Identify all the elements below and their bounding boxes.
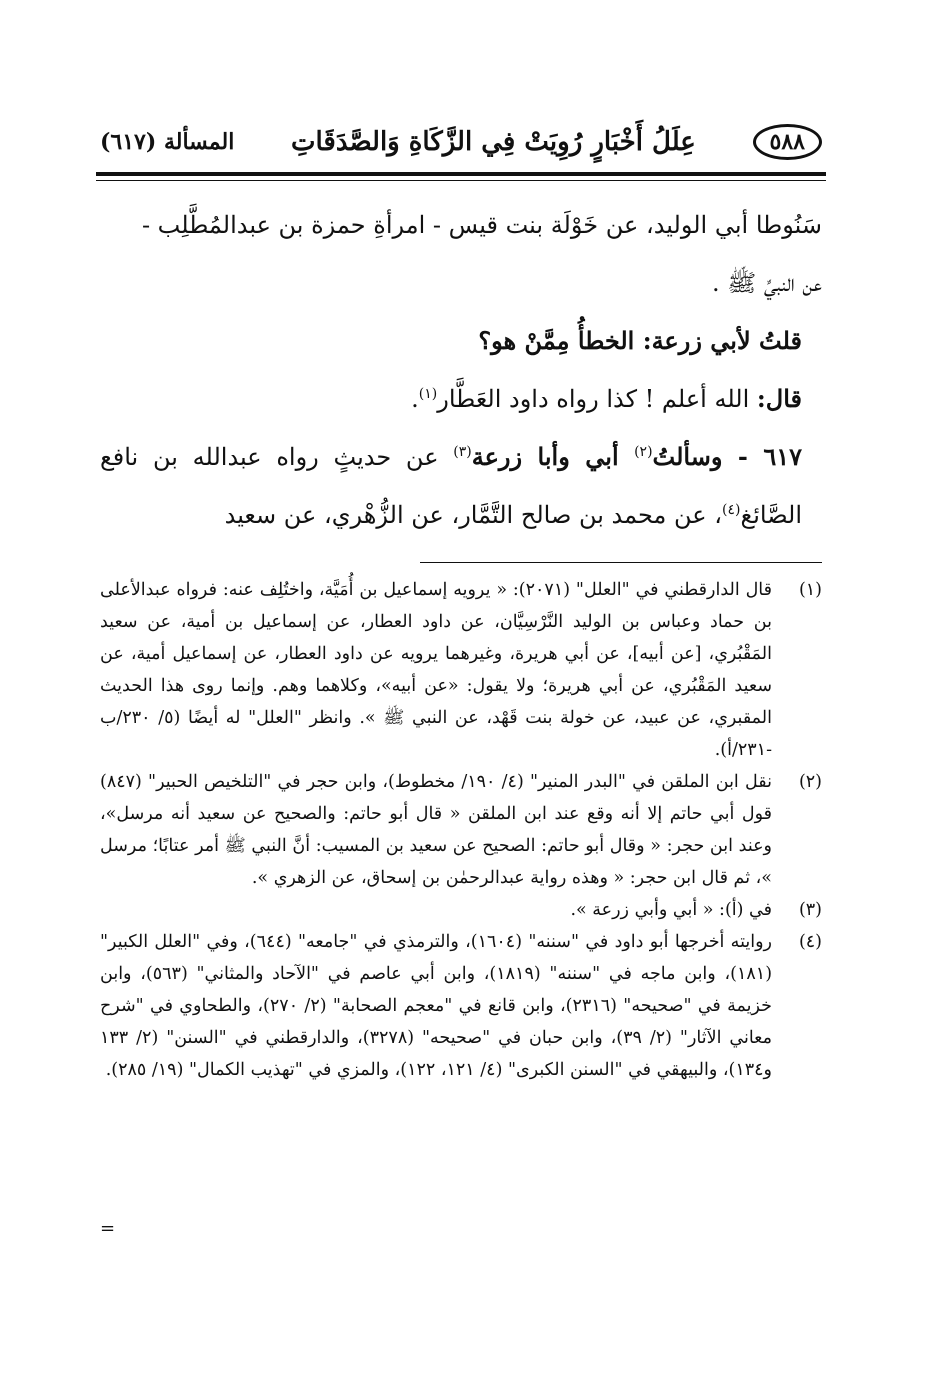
main-text: [100, 196, 822, 544]
footnote-ref: (١): [418, 386, 438, 402]
running-header: [100, 112, 822, 172]
footnote: [100, 894, 822, 926]
footnote-number: (٤): [798, 932, 822, 952]
footnote-ref: (٢): [634, 444, 653, 460]
issue-heading-names: أبي وأبا زرعة: [471, 442, 635, 471]
issue-text: عن حديثٍ رواه عبدالله بن نافع الصَّائغ: [100, 443, 802, 529]
footnote-text: في (أ): « أبي وأبي زرعة ».: [570, 900, 772, 920]
issue-paragraph: [100, 428, 822, 544]
answer-line: [100, 370, 822, 428]
footnote-number: (١): [798, 580, 822, 600]
footnote-text: روايته أخرجها أبو داود في "سننه" (١٦٠٤)، والترمذي في "جامعه" (٦٤٤)، وفي "العلل الكبير" (١٨١)، وابن ماجه في "سننه" (١٨١٩)، وابن أبي عاصم في "الآحاد والمثاني" (٥٦٣)، وابن خزيمة في "صحيحه" (٢٣١٦)، وابن قانع في "معجم الصحابة" (٢/ ٢٧٠)، والطحاوي في "شرح معاني الآثار" (٢/ ٣٩)، وابن حبان في "صحيحه" (٣٢٧٨)، والدارقطني في "السنن" (٢/ ١٣٣ و١٣٤)، والبيهقي في "السنن الكبرى" (٤/ ١٢١، ١٢٢)، والمزي في "تهذيب الكمال" (١٩/ ٢٨٥).: [100, 932, 773, 1080]
page-number: ٥٨٨: [753, 124, 822, 160]
text-line: عن النبيِّ ﷺ .: [711, 269, 822, 297]
answer-end: .: [411, 385, 419, 413]
answer-text: الله أعلم ! كذا رواه داود العَطَّار: [437, 385, 750, 413]
text-line: سَنُوطا أبي الوليد، عن خَوْلَة بنت قيس - امرأةِ حمزة بن عبدالمُطَّلِب -: [141, 211, 822, 239]
header-rule-thick: [96, 172, 826, 176]
footnote-ref: (٣): [453, 444, 472, 460]
footnote-number: (٣): [798, 900, 822, 920]
continuation-mark: =: [100, 1218, 116, 1239]
issue-label: المسألة (٦١٧): [100, 129, 235, 155]
footnote: [100, 926, 822, 1086]
footnote: [100, 574, 822, 766]
footnote-number: (٢): [798, 772, 822, 792]
footnote-separator: [420, 562, 822, 563]
footnote: [100, 766, 822, 894]
footnote-text: قال الدارقطني في "العلل" (٢٠٧١): « يرويه إسماعيل بن أُمَيَّة، واختُلِف عنه: فرواه عبدالأعلى بن حماد وعباس بن الوليد النَّرْسِيَّان، عن داود العطار، عن إسماعيل بن أمية، عن سعيد المَقْبُري، [عن أبيه]، عن أبي هريرة، وغيرهما يرويه عن داود العطار، عن إسماعيل أمية، عن سعيد المَقْبُري، عن أبي هريرة؛ ولا يقول: «عن أبيه»، وكلاهما وهم. وإنما روى هذا الحديث المقبري، عن عبيد، عن خولة بنت قَهْد، عن النبي ﷺ ». وانظر "العلل" له أيضًا (٥/ ٢٣٠/ب -٢٣١/أ).: [100, 580, 772, 760]
header-rule-thin: [96, 180, 826, 181]
chapter-title: عِلَلُ أَخْبَارٍ رُوِيَتْ فِي الزَّكَاةِ وَالصَّدَقَاتِ: [291, 127, 696, 157]
issue-heading: ٦١٧ - وسألتُ: [652, 442, 802, 471]
footnotes: [100, 574, 822, 1086]
question-line: قلتُ لأبي زرعة: الخطأُ مِمَّنْ هو؟: [478, 326, 802, 355]
footnote-ref: (٤): [721, 502, 741, 518]
footnote-text: نقل ابن الملقن في "البدر المنير" (٤/ ١٩٠/ مخطوط)، وابن حجر في "التلخيص الحبير" (٨٤٧) قول أبي حاتم إلا أنه وقع عند ابن الملقن « قال أبو حاتم: والصحيح عن سعيد أنه مرسل»، وعند ابن حجر: « وقال أبو حاتم: الصحيح عن سعيد بن المسيب: أنَّ النبي ﷺ أمر عتابًا؛ مرسل »، ثم قال ابن حجر: « وهذه رواية عبدالرحمٰن بن إسحاق، عن الزهري ».: [100, 772, 772, 888]
issue-text-end: ، عن محمد بن صالح التَّمَّار، عن الزُّهْري، عن سعيد: [224, 501, 722, 529]
answer-label: قال:: [756, 384, 802, 413]
